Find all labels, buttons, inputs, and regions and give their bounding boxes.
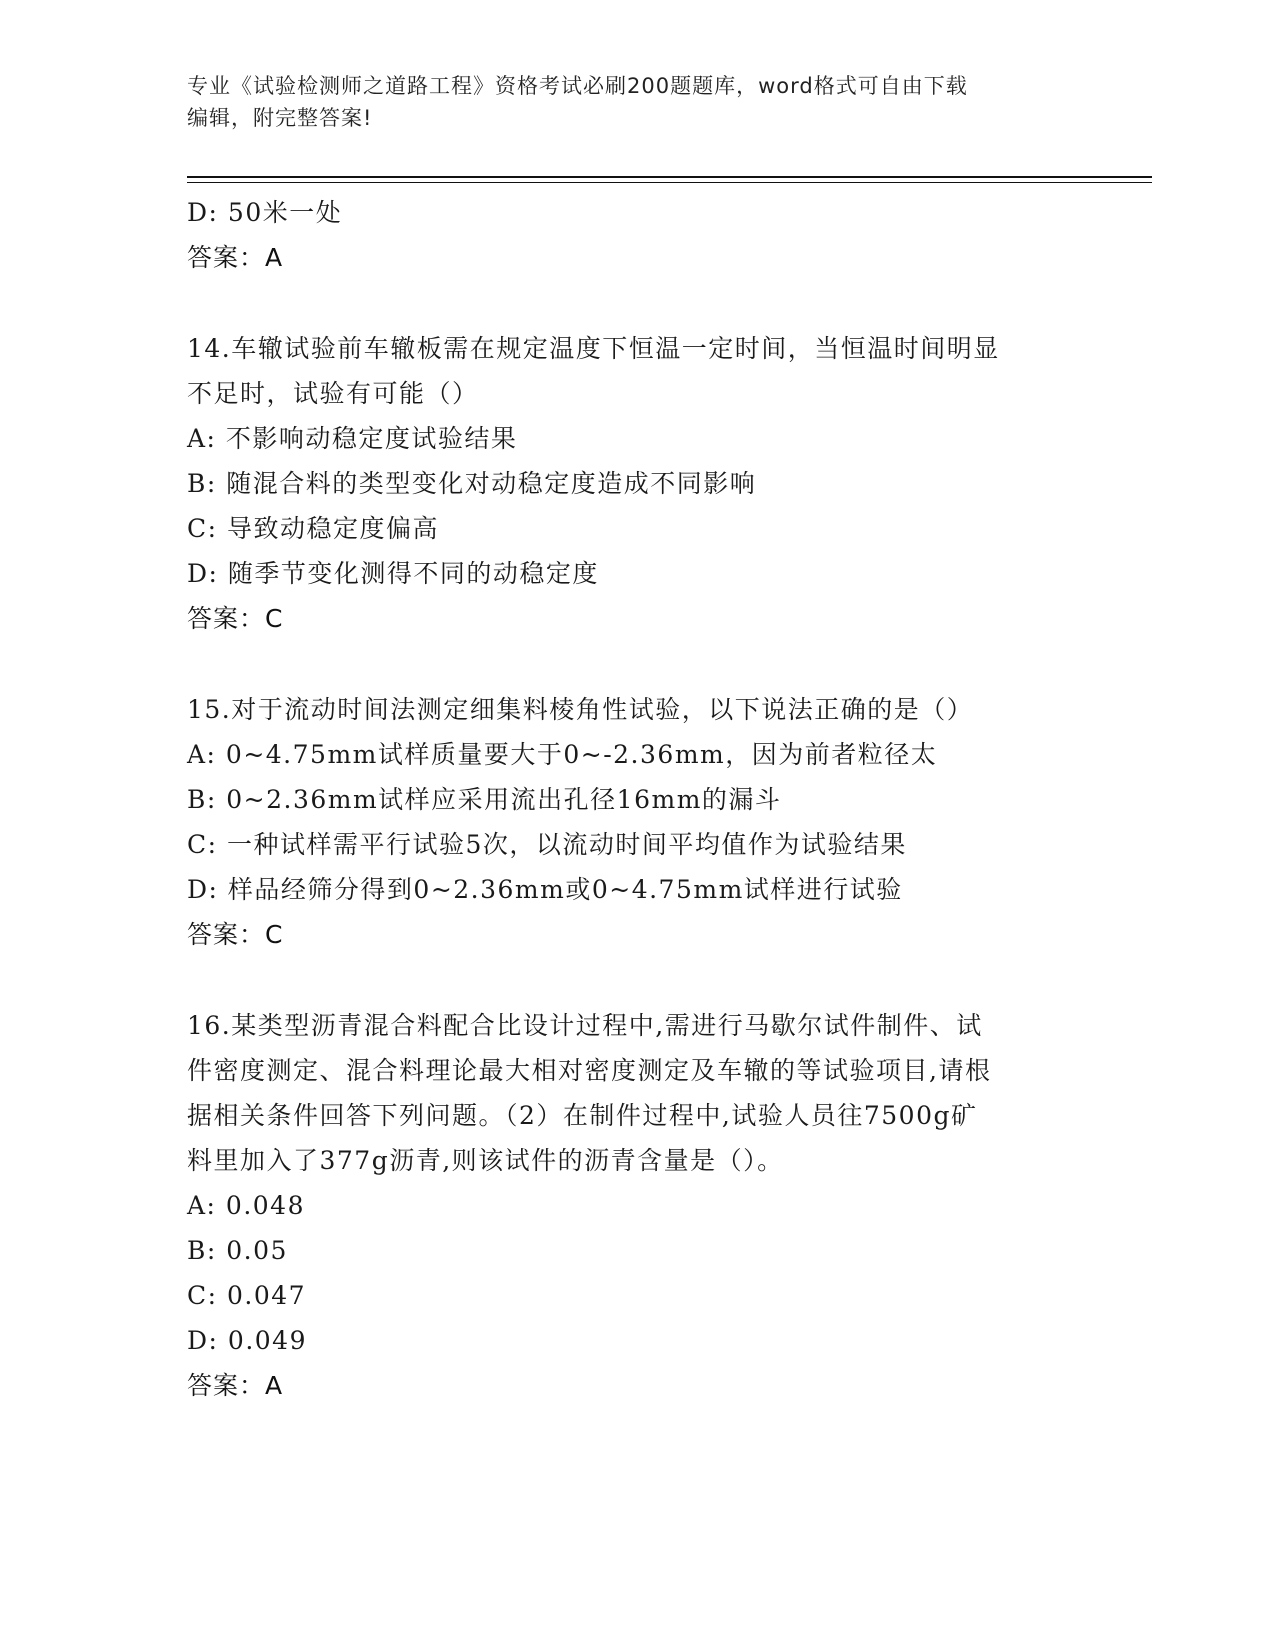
option-c: C: 0.047 [187,1281,307,1310]
option-d: D: 50米一处 [187,198,343,227]
question-stem: 不足时，试验有可能（） [187,379,479,408]
spacer [187,957,1087,1003]
document-header [187,70,1067,134]
question-stem: 据相关条件回答下列问题。（2）在制件过程中,试验人员往7500g矿 [187,1101,978,1130]
question-15 [187,687,1087,957]
spacer [187,641,1087,687]
previous-question-tail [187,190,1087,280]
header-title-line-1: 专业《试验检测师之道路工程》资格考试必刷200题题库，word格式可自由下载 [187,74,968,98]
answer-line: 答案：C [187,604,284,633]
answer-line: 答案：C [187,920,284,949]
header-title-line-2: 编辑，附完整答案! [187,106,373,130]
question-14 [187,326,1087,641]
answer-line: 答案：A [187,1371,284,1400]
spacer [187,280,1087,326]
question-stem: 14.车辙试验前车辙板需在规定温度下恒温一定时间，当恒温时间明显 [187,334,1000,363]
option-d: D: 随季节变化测得不同的动稳定度 [187,559,599,588]
question-stem: 15.对于流动时间法测定细集料棱角性试验，以下说法正确的是（） [187,695,974,724]
header-divider-thin [187,182,1152,183]
question-stem: 料里加入了377g沥青,则该试件的沥青含量是（）。 [187,1146,784,1175]
question-16 [187,1003,1087,1408]
option-b: B: 随混合料的类型变化对动稳定度造成不同影响 [187,469,757,498]
answer-line: 答案：A [187,243,284,272]
option-a: A: 不影响动稳定度试验结果 [187,424,518,453]
option-c: C: 一种试样需平行试验5次，以流动时间平均值作为试验结果 [187,830,907,859]
option-d: D: 样品经筛分得到0~2.36mm或0~4.75mm试样进行试验 [187,875,903,904]
option-d: D: 0.049 [187,1326,307,1355]
option-a: A: 0~4.75mm试样质量要大于0~-2.36mm，因为前者粒径太 [187,740,938,769]
option-c: C: 导致动稳定度偏高 [187,514,439,543]
option-b: B: 0~2.36mm试样应采用流出孔径16mm的漏斗 [187,785,782,814]
option-a: A: 0.048 [187,1191,305,1220]
header-divider-thick [187,176,1152,178]
question-stem: 件密度测定、混合料理论最大相对密度测定及车辙的等试验项目,请根 [187,1056,992,1085]
document-body [187,190,1087,1408]
option-b: B: 0.05 [187,1236,288,1265]
question-stem: 16.某类型沥青混合料配合比设计过程中,需进行马歇尔试件制件、试 [187,1011,983,1040]
